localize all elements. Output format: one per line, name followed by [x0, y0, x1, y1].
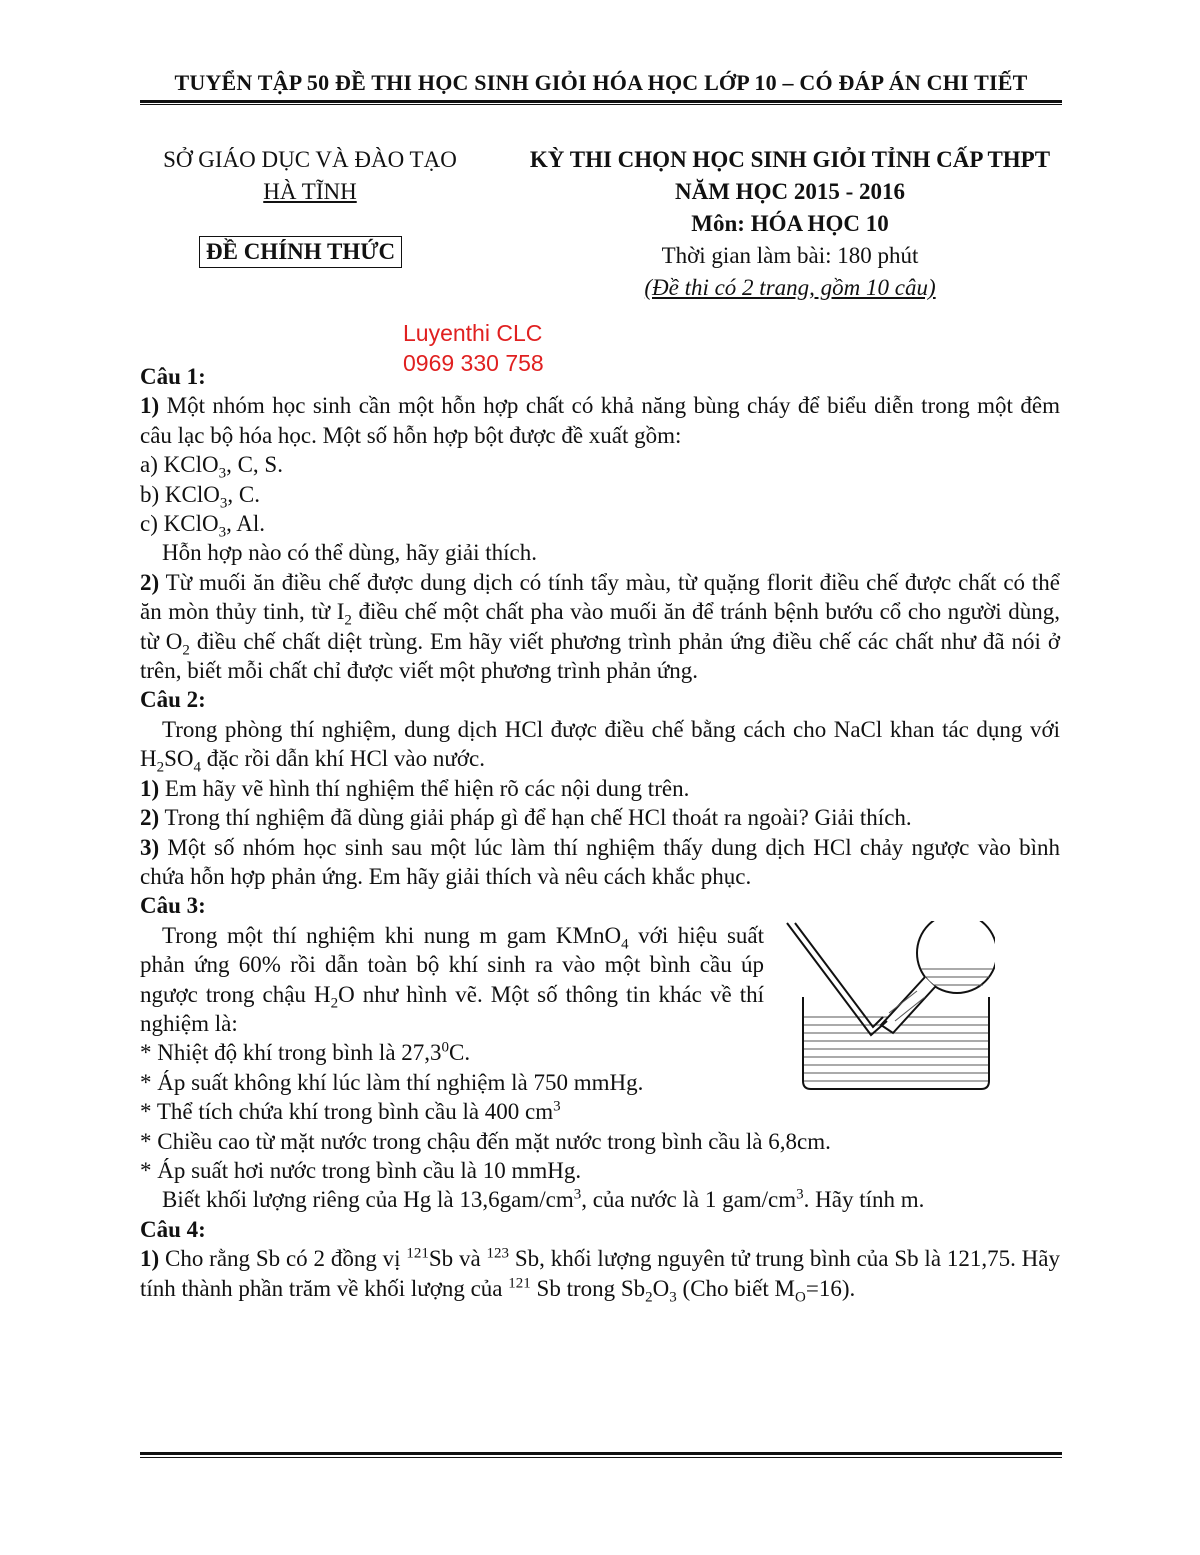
exam-title: KỲ THI CHỌN HỌC SINH GIỎI TỈNH CẤP THPT: [529, 147, 1051, 172]
q2-intro: [140, 715, 1060, 774]
q3-b3-pre: * Thể tích chứa khí trong bình cầu là 400 cm: [140, 1099, 554, 1125]
q4-sub2: 3: [669, 1289, 677, 1306]
q4-t1: Cho rằng Sb có 2 đồng vị: [159, 1246, 407, 1272]
q1-part1-text: Một nhóm học sinh cần một hỗn hợp chất có khả năng bùng cháy để biểu diễn trong một đêm câu lạc bộ hóa học. Một số hỗn hợp bột được đề xuất gồm:: [140, 393, 1060, 448]
header-rule: [140, 100, 1062, 103]
q1-b-pre: b) KClO: [140, 481, 220, 507]
q3-b1-sup: 0: [441, 1039, 450, 1056]
q2-item1-num: 1): [140, 775, 160, 801]
q3-last-a: Biết khối lượng riêng của Hg là 13,6gam/cm: [162, 1187, 574, 1213]
q4-t4: Sb trong Sb: [530, 1275, 646, 1301]
q4-heading: Câu 4:: [140, 1216, 206, 1242]
q3-text: [140, 921, 764, 1068]
apparatus-diagram: [785, 921, 995, 1101]
q3-last: [140, 1185, 1060, 1214]
q1-part1: [140, 391, 1060, 450]
q4-t2: Sb và: [428, 1246, 487, 1272]
q3-last-c: . Hãy tính m.: [803, 1187, 925, 1213]
q1-heading: Câu 1:: [140, 364, 206, 389]
q1-c-sub: 3: [218, 524, 227, 541]
q4-part1-num: 1): [140, 1246, 160, 1272]
watermark-line1: Luyenthi CLC: [403, 320, 543, 346]
q3-b1-post: C.: [449, 1040, 471, 1066]
q1-option-c: [140, 509, 1060, 541]
exam-subject: Môn: HÓA HỌC 10: [691, 211, 889, 236]
q1-p2-b: điều chế một chất pha vào muối ăn để tránh bệnh bướu cổ cho người dùng, từ O: [140, 599, 1060, 654]
q2-intro-sub2: 4: [193, 759, 202, 776]
q4-sup3: 121: [508, 1274, 531, 1291]
q2-intro-c: đặc rồi dẫn khí HCl vào nước.: [201, 746, 485, 772]
q4-sub1: 2: [645, 1289, 653, 1306]
q1-b-sub: 3: [219, 495, 228, 512]
q3-intro-sub2: 2: [330, 995, 339, 1012]
q2-item1: [140, 774, 1060, 803]
q1-c-pre: c) KClO: [140, 511, 219, 537]
q4-part1: [140, 1244, 1060, 1306]
q1-c-post: , Al.: [226, 511, 266, 537]
q1-p2-c: điều chế chất diệt trùng. Em hãy viết phương trình phản ứng điều chế các chất như đã nói ở trên, biết mỗi chất chỉ được viết một phương trình phản ứng.: [140, 628, 1060, 684]
q3-intro-c: O như hình vẽ. Một số thông tin khác về thí nghiệm là:: [140, 981, 764, 1036]
q4-t7: =16).: [805, 1275, 856, 1301]
q1-a-post: , C, S.: [226, 452, 283, 478]
q2-intro-a: Trong phòng thí nghiệm, dung dịch HCl được điều chế bằng cách cho NaCl khan tác dụng với H: [140, 716, 1060, 772]
q2-item2-num: 2): [140, 805, 160, 831]
q4-sup2: 123: [486, 1245, 510, 1262]
q2-item2: [140, 803, 1060, 832]
q1-part1-num: 1): [140, 393, 160, 419]
header-rule-thin: [140, 104, 1062, 105]
q1-a-pre: a) KClO: [140, 452, 219, 478]
q1-part2: [140, 568, 1060, 686]
exam-block: [500, 144, 1080, 304]
q4-t3: Sb, khối lượng nguyên tử trung bình của Sb là 121,75. Hãy tính thành phần trăm về khối lượng của: [140, 1246, 1060, 1301]
q3-bullet4: * Chiều cao từ mặt nước trong chậu đến mặt nước trong bình cầu là 6,8cm.: [140, 1128, 831, 1154]
issuer-block: [140, 144, 480, 208]
q3-block: [140, 921, 1060, 1068]
q3-intro-a: Trong một thí nghiệm khi nung m gam KMnO: [162, 922, 622, 948]
issuer-province: HÀ TĨNH: [263, 179, 357, 204]
q3-bullet5: * Áp suất hơi nước trong bình cầu là 10 mmHg.: [140, 1157, 582, 1183]
exam-body: [140, 362, 1060, 1306]
q3-last-b: , của nước là 1 gam/cm: [581, 1187, 797, 1213]
q3-intro-b: với hiệu suất phản ứng 60% rồi dẫn toàn bộ khí sinh ra vào một bình cầu úp ngược trong chậu H: [140, 922, 764, 1007]
q2-item1-text: Em hãy vẽ hình thí nghiệm thể hiện rõ các nội dung trên.: [159, 775, 690, 801]
exam-note: (Đề thi có 2 trang, gồm 10 câu): [644, 275, 936, 300]
q2-item2-text: Trong thí nghiệm đã dùng giải pháp gì để hạn chế HCl thoát ra ngoài? Giải thích.: [159, 805, 912, 831]
watermark-line2: 0969 330 758: [403, 350, 544, 376]
q1-p2-sub2: 2: [182, 642, 190, 659]
page-header: TUYỂN TẬP 50 ĐỀ THI HỌC SINH GIỎI HÓA HỌC LỚP 10 – CÓ ĐÁP ÁN CHI TIẾT: [174, 70, 1028, 95]
q4-sub3: O: [795, 1289, 806, 1306]
q1-option-b: [140, 480, 1060, 512]
q3-bullet2: * Áp suất không khí lúc làm thí nghiệm là 750 mmHg.: [140, 1069, 644, 1095]
q1-p2-sub1: 2: [344, 612, 352, 629]
footer-rule-thin: [140, 1457, 1062, 1458]
q3-bullet3: [140, 1097, 1060, 1126]
exam-duration: Thời gian làm bài: 180 phút: [661, 243, 919, 268]
q2-item3: [140, 833, 1060, 892]
q2-item3-num: 3): [140, 834, 160, 860]
q2-item3-text: Một số nhóm học sinh sau một lúc làm thí nghiệm thấy dung dịch HCl chảy ngược vào bình chứa hỗn hợp phản ứng. Em hãy giải thích và nêu cách khắc phục.: [140, 834, 1060, 889]
q3-last-sup1: 3: [573, 1186, 582, 1203]
q1-a-sub: 3: [218, 465, 227, 482]
q3-b1-pre: * Nhiệt độ khí trong bình là 27,3: [140, 1040, 442, 1066]
q3-heading: Câu 3:: [140, 893, 206, 919]
q3-bullet1: [140, 1038, 764, 1067]
q4-t6: (Cho biết M: [676, 1275, 795, 1301]
q2-heading: Câu 2:: [140, 687, 206, 713]
q2-intro-b: SO: [164, 746, 194, 772]
q3-intro-sub1: 4: [621, 936, 629, 953]
q1-b-post: , C.: [227, 481, 260, 507]
official-label: ĐỀ CHÍNH THỨC: [199, 236, 402, 268]
footer-rule: [140, 1452, 1062, 1455]
q4-sup1: 121: [406, 1245, 429, 1262]
q2-intro-sub1: 2: [156, 759, 165, 776]
exam-year: NĂM HỌC 2015 - 2016: [675, 179, 905, 204]
issuer-dept: SỞ GIÁO DỤC VÀ ĐÀO TẠO: [163, 147, 457, 172]
q1-p2-a: Từ muối ăn điều chế được dung dịch có tính tẩy màu, từ quặng florit điều chế được chất có thể ăn mòn thủy tinh, từ I: [140, 569, 1060, 625]
q3-intro: [140, 921, 764, 1039]
q3-last-sup2: 3: [796, 1186, 804, 1203]
q1-part2-num: 2): [140, 569, 160, 595]
q4-t5: O: [652, 1275, 670, 1301]
q1-ask: Hỗn hợp nào có thể dùng, hãy giải thích.: [162, 540, 537, 566]
q1-option-a: [140, 450, 1060, 482]
q3-b3-sup: 3: [553, 1098, 561, 1115]
